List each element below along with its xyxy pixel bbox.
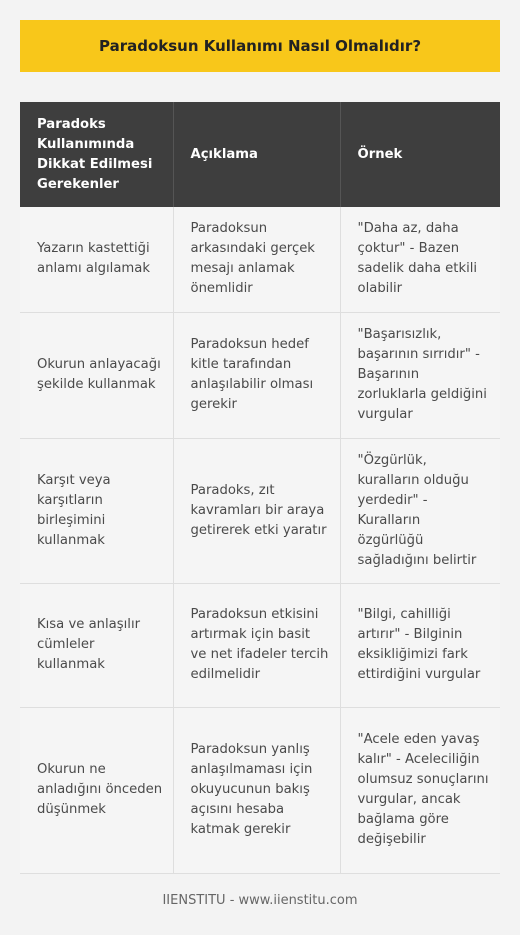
table-cell-consideration: Okurun anlayacağı şekilde kullanmak <box>20 312 173 438</box>
column-header-example: Örnek <box>340 102 500 207</box>
table-cell-consideration: Okurun ne anladığını önceden düşünmek <box>20 707 173 873</box>
footer-credit: IIENSTITU - www.iienstitu.com <box>162 893 358 908</box>
page-title: Paradoksun Kullanımı Nasıl Olmalıdır? <box>20 20 500 72</box>
column-header-explanation: Açıklama <box>173 102 340 207</box>
table-cell-explanation: Paradoksun etkisini artırmak için basit ve net ifadeler tercih edilmelidir <box>173 583 340 707</box>
table-cell-example: "Daha az, daha çoktur" - Bazen sadelik daha etkili olabilir <box>340 207 500 312</box>
table-header-row <box>20 102 500 207</box>
column-header-considerations: Paradoks Kullanımında Dikkat Edilmesi Gerekenler <box>20 102 173 207</box>
table-cell-explanation: Paradoks, zıt kavramları bir araya getirerek etki yaratır <box>173 438 340 583</box>
table-cell-explanation: Paradoksun yanlış anlaşılmaması için okuyucunun bakış açısını hesaba katmak gerekir <box>173 707 340 873</box>
paradox-table <box>20 102 500 874</box>
table-cell-consideration: Yazarın kastettiği anlamı algılamak <box>20 207 173 312</box>
table-row <box>20 312 500 438</box>
table-cell-example: "Başarısızlık, başarının sırrıdır" - Başarının zorluklarla geldiğini vurgular <box>340 312 500 438</box>
table-cell-consideration: Karşıt veya karşıtların birleşimini kullanmak <box>20 438 173 583</box>
table-row <box>20 707 500 873</box>
table-cell-example: "Özgürlük, kuralların olduğu yerdedir" - Kuralların özgürlüğü sağladığını belirtir <box>340 438 500 583</box>
table-cell-example: "Acele eden yavaş kalır" - Aceleciliğin olumsuz sonuçlarını vurgular, ancak bağlama göre değişebilir <box>340 707 500 873</box>
table-row <box>20 583 500 707</box>
table-cell-explanation: Paradoksun arkasındaki gerçek mesajı anlamak önemlidir <box>173 207 340 312</box>
table-row <box>20 207 500 312</box>
table-row <box>20 438 500 583</box>
table-cell-explanation: Paradoksun hedef kitle tarafından anlaşılabilir olması gerekir <box>173 312 340 438</box>
table-cell-example: "Bilgi, cahilliği artırır" - Bilginin eksikliğimizi fark ettirdiğini vurgular <box>340 583 500 707</box>
table-cell-consideration: Kısa ve anlaşılır cümleler kullanmak <box>20 583 173 707</box>
